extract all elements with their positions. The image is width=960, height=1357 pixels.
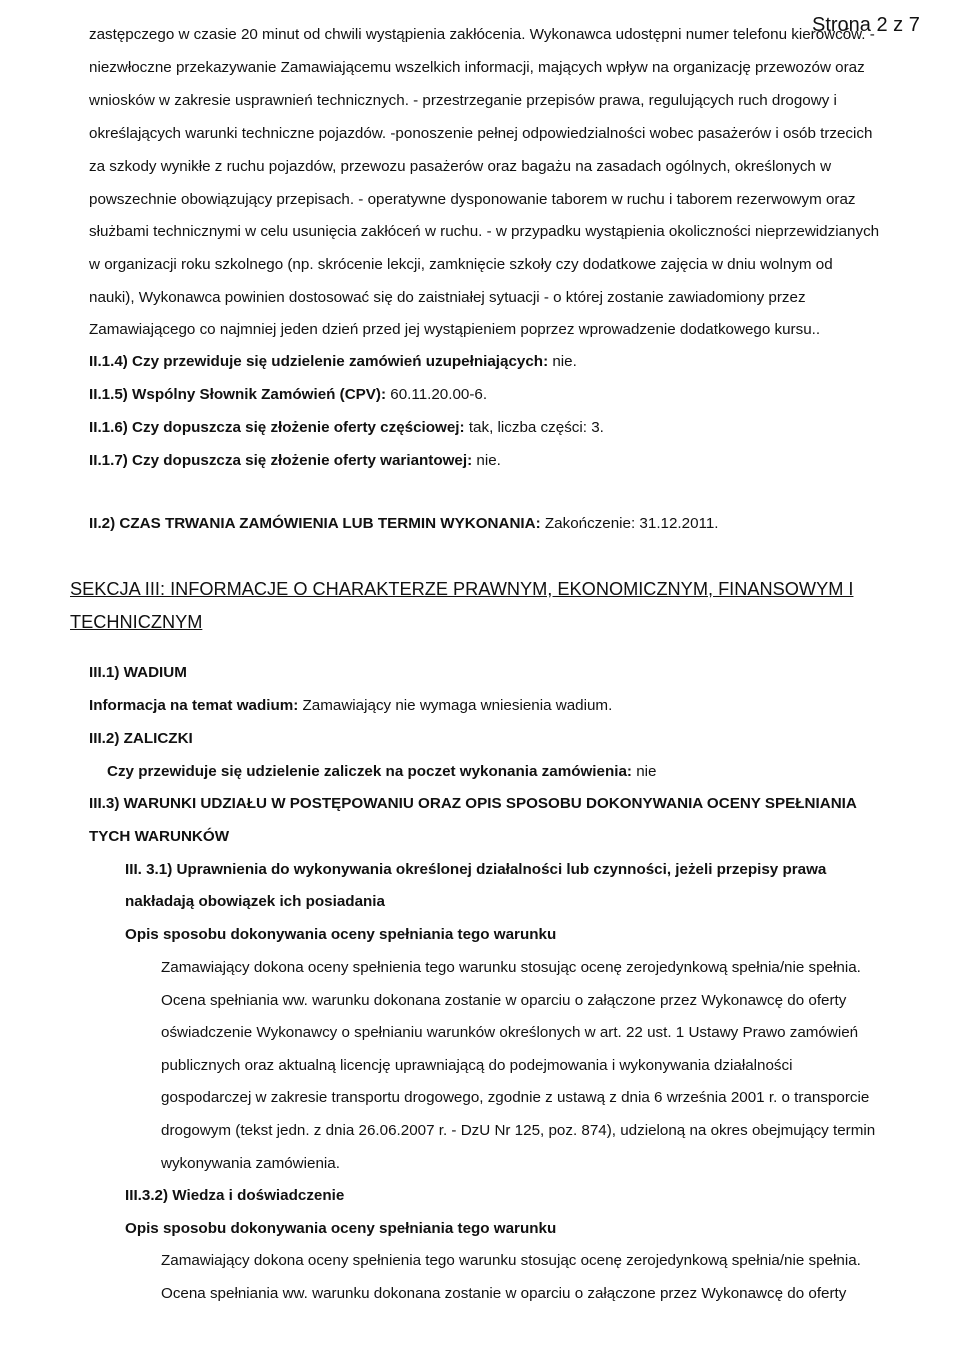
opis-1-line-4: publicznych oraz aktualną licencję uprawniającą do podejmowania i wykonywania działalności (161, 1057, 793, 1074)
item-value: nie. (472, 452, 501, 469)
section-3-title-line-2: TECHNICZNYM (70, 612, 203, 632)
opis-2-line-2: Ocena spełniania ww. warunku dokonana zostanie w oparciu o załączone przez Wykonawcę do oferty (161, 1285, 847, 1302)
opis-1-line-1: Zamawiający dokona oceny spełnienia tego warunku stosując ocenę zerojedynkową spełnia/nie spełnia. (161, 959, 861, 976)
continuation-line-3: wniosków w zakresie usprawnień technicznych. - przestrzeganie przepisów prawa, regulujących ruch drogowy i (89, 92, 837, 109)
item-partial-offer (89, 418, 604, 438)
continuation-line-6: powszechnie obowiązujący przepisach. - operatywne dysponowanie taborem w ruchu i taborem rezerwowym oraz (89, 191, 856, 208)
continuation-line-1: zastępczego w czasie 20 minut od chwili wystąpienia zakłócenia. Wykonawca udostępni numer telefonu kierowców. - (89, 26, 875, 43)
section-3-title-line-1: SEKCJA III: INFORMACJE O CHARAKTERZE PRAWNYM, EKONOMICZNYM, FINANSOWYM I (70, 579, 854, 599)
item-value: tak, liczba części: 3. (464, 419, 604, 436)
opis-1-line-2: Ocena spełniania ww. warunku dokonana zostanie w oparciu o załączone przez Wykonawcę do oferty (161, 992, 847, 1009)
item-label: Informacja na temat wadium: (89, 697, 299, 714)
subsection-3-1-line-1: III. 3.1) Uprawnienia do wykonywania określonej działalności lub czynności, jeżeli przepisy prawa (125, 861, 827, 878)
item-value: Zamawiający nie wymaga wniesienia wadium. (298, 697, 613, 714)
item-additional-orders (89, 352, 577, 372)
item-value: nie. (548, 353, 577, 370)
item-label: Czy przewiduje się udzielenie zaliczek na poczet wykonania zamówienia: (107, 763, 632, 780)
item-label: II.1.5) Wspólny Słownik Zamówień (CPV): (89, 386, 387, 403)
opis-2-line-1: Zamawiający dokona oceny spełnienia tego warunku stosując ocenę zerojedynkową spełnia/nie spełnia. (161, 1252, 861, 1269)
warunki-heading-line-1: III.3) WARUNKI UDZIAŁU W POSTĘPOWANIU ORAZ OPIS SPOSOBU DOKONYWANIA OCENY SPEŁNIANIA (89, 795, 857, 812)
opis-1-line-3: oświadczenie Wykonawcy o spełnianiu warunków określonych w art. 22 ust. 1 Ustawy Prawo zamówień (161, 1024, 859, 1041)
zaliczki-heading (89, 729, 193, 749)
item-value: nie (631, 763, 657, 780)
wadium-info (89, 696, 612, 716)
continuation-line-9: nauki), Wykonawca powinien dostosować się do zaistniałej sytuacji - o której zostanie zawiadomiony przez (89, 289, 806, 306)
opis-1-line-7: wykonywania zamówienia. (161, 1155, 340, 1172)
item-value: Zakończenie: 31.12.2011. (540, 515, 719, 532)
opis-1-line-5: gospodarczej w zakresie transportu drogowego, zgodnie z ustawą z dnia 6 września 2001 r. o transporcie (161, 1089, 870, 1106)
zaliczki-heading-text: III.2) ZALICZKI (89, 730, 193, 747)
item-variant-offer (89, 451, 501, 471)
continuation-line-8: w organizacji roku szkolnego (np. skrócenie lekcji, zamknięcie szkoły czy dodatkowe zajęcia w dniu wolnym od (89, 256, 833, 273)
item-value: 60.11.20.00-6. (386, 386, 488, 403)
item-label: II.1.6) Czy dopuszcza się złożenie oferty częściowej: (89, 419, 465, 436)
continuation-line-2: niezwłoczne przekazywanie Zamawiającemu wszelkich informacji, mających wpływ na organizację przewozów oraz (89, 59, 865, 76)
item-label: II.1.4) Czy przewiduje się udzielenie zamówień uzupełniających: (89, 353, 549, 370)
wadium-heading (89, 663, 187, 683)
continuation-line-4: określających warunki techniczne pojazdów. -ponoszenie pełnej odpowiedzialności wobec pasażerów i osób trzecich (89, 125, 873, 142)
zaliczki-info (107, 762, 656, 782)
subsection-3-2: III.3.2) Wiedza i doświadczenie (125, 1187, 345, 1204)
warunki-heading-line-2: TYCH WARUNKÓW (89, 828, 230, 845)
continuation-line-10: Zamawiającego co najmniej jeden dzień przed jej wystąpieniem poprzez wprowadzenie dodatkowego kursu.. (89, 321, 821, 338)
opis-1-line-6: drogowym (tekst jedn. z dnia 26.06.2007 r. - DzU Nr 125, poz. 874), udzieloną na okres obejmujący termin (161, 1122, 876, 1139)
item-label: II.1.7) Czy dopuszcza się złożenie oferty wariantowej: (89, 452, 473, 469)
item-duration (89, 514, 719, 534)
opis-heading-1: Opis sposobu dokonywania oceny spełniania tego warunku (125, 926, 557, 943)
continuation-line-5: za szkody wynikłe z ruchu pojazdów, przewozu pasażerów oraz bagażu na zasadach ogólnych, określonych w (89, 158, 832, 175)
opis-heading-2: Opis sposobu dokonywania oceny spełniania tego warunku (125, 1220, 557, 1237)
page-number: Strona 2 z 7 (812, 14, 920, 36)
item-cpv (89, 385, 487, 405)
subsection-3-1-line-2: nakładają obowiązek ich posiadania (125, 893, 385, 910)
item-label: II.2) CZAS TRWANIA ZAMÓWIENIA LUB TERMIN WYKONANIA: (89, 515, 541, 532)
continuation-line-7: służbami technicznymi w celu usunięcia zakłóceń w ruchu. - w przypadku wystąpienia okoliczności nieprzewidzianych (89, 223, 880, 240)
wadium-heading-text: III.1) WADIUM (89, 664, 187, 681)
